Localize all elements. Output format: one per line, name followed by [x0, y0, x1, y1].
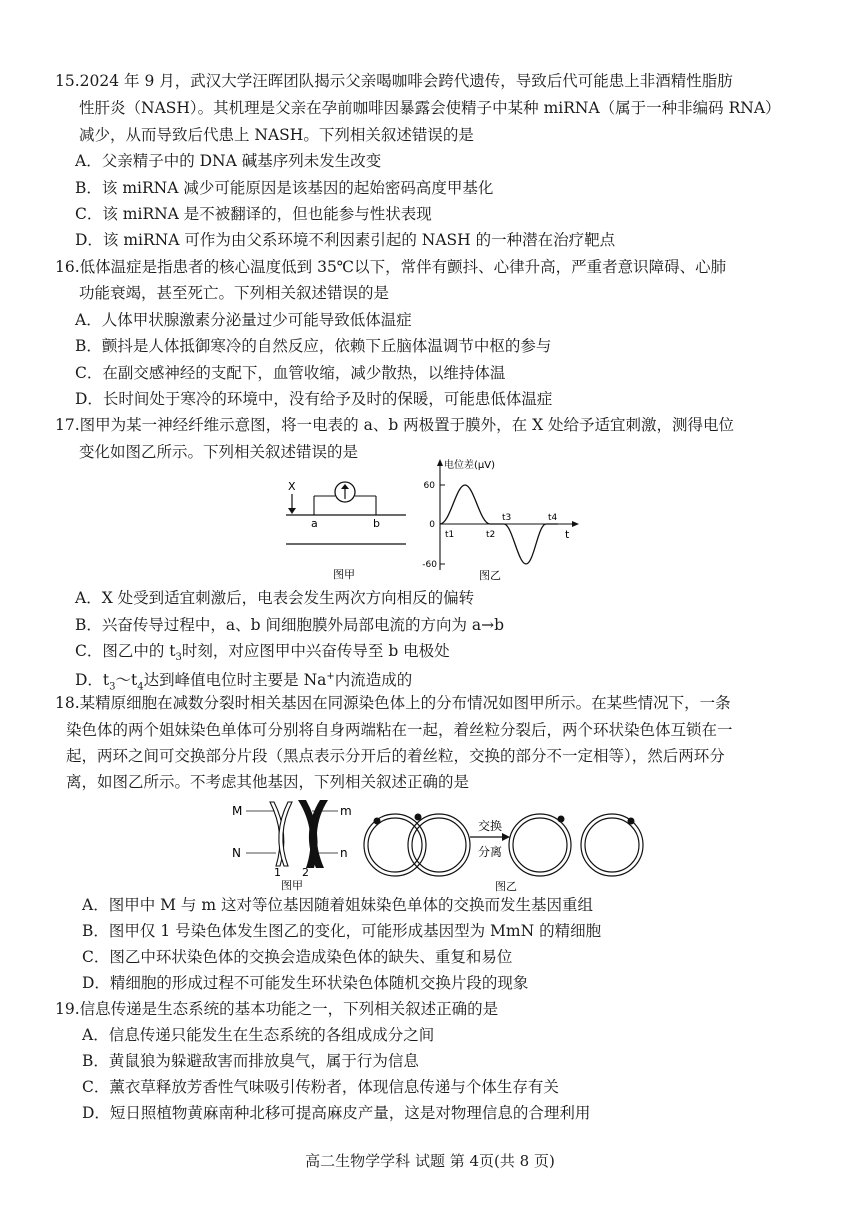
q18-stem-line1: 18.某精原细胞在减数分裂时相关基因在同源染色体上的分布情况如图甲所示。在某些情况下，一条 [55, 694, 731, 712]
q18-figure-ring-chromosomes [360, 800, 650, 892]
q17-figure-nerve-fiber [278, 472, 418, 582]
exchange-label: 交换 [477, 819, 503, 833]
figure-caption-right: 图乙 [495, 880, 517, 892]
separated-ring-1-inner [513, 818, 567, 872]
figure-caption-left: 图甲 [333, 568, 355, 581]
centromere-dot [628, 818, 635, 825]
q19-option-c: C．薰衣草释放芳香性气味吸引传粉者，体现信息传递与个体生存有关 [82, 1078, 559, 1096]
q19-stem-line1: 19.信息传递是生态系统的基本功能之一，下列相关叙述正确的是 [55, 1000, 499, 1018]
q15-option-a: A．父亲精子中的 DNA 碱基序列未发生改变 [75, 152, 382, 170]
gene-N-label: N [232, 846, 241, 860]
q15-option-d: D．该 miRNA 可作为由父系环境不利因素引起的 NASH 的一种潜在治疗靶点 [75, 231, 616, 249]
y-tick-neg60: -60 [422, 560, 437, 570]
q19-option-b: B．黄鼠狼为躲避敌害而排放臭气，属于行为信息 [82, 1052, 419, 1070]
q16-option-b: B．颤抖是人体抵御寒冷的自然反应，依赖下丘脑体温调节中枢的参与 [75, 337, 552, 355]
separate-label: 分离 [477, 845, 503, 859]
q16-option-c: C．在副交感神经的支配下，血管收缩，减少散热，以维持体温 [75, 364, 506, 382]
q18-option-a: A．图甲中 M 与 m 这对等位基因随着姐妹染色单体的交换而发生基因重组 [82, 896, 593, 914]
q17-stem-line1: 17.图甲为某一神经纤维示意图，将一电表的 a、b 两极置于膜外，在 X 处给予适宜刺激，测得电位 [55, 416, 735, 434]
y-axis-label: 电位差(μV) [444, 460, 496, 471]
chromosome-1-label: 1 [274, 866, 281, 879]
q18-stem-line2: 染色体的两个姐妹染色单体可分别将自身两端粘在一起，着丝粒分裂后，两个环状染色体互锁在一 [66, 721, 733, 739]
q17-option-d: D．$t_3\sim t_4$达到峰值电位时主要是 Na+内流造成的 [75, 671, 413, 693]
page-footer: 高二生物学学科 试题 第 4页(共 8 页) [305, 1152, 555, 1170]
q15-option-c: C．该 miRNA 是不被翻译的，但也能参与性状表现 [75, 205, 432, 223]
arrow-right-icon [502, 833, 510, 841]
centromere-dot [374, 818, 381, 825]
x-axis-label: t [565, 528, 570, 541]
q17-figure-potential-graph [418, 452, 588, 582]
ring-chromosome-2-outer [408, 814, 470, 876]
figure-caption-right: 图乙 [479, 569, 501, 582]
q17-option-a: A．X 处受到适宜刺激后，电表会发生两次方向相反的偏转 [75, 589, 475, 607]
q17-option-c: C．图乙中的 $t_3$时刻，对应图甲中兴奋传导至 b 电极处 [75, 642, 450, 664]
figure-caption-left: 图甲 [281, 879, 303, 891]
q18-stem-line4: 离，如图乙所示。不考虑其他基因，下列相关叙述正确的是 [66, 773, 470, 791]
stimulus-arrowhead [288, 508, 296, 514]
y-tick-0: 0 [429, 520, 435, 530]
gene-M-label: M [232, 804, 243, 818]
chromosome-2-label: 2 [302, 866, 309, 879]
y-tick-60: 60 [423, 481, 435, 491]
q15-stem-line2: 性肝炎（NASH）。其机理是父亲在孕前咖啡因暴露会使精子中某种 miRNA（属于一种非编码 RNA） [79, 99, 781, 117]
electrode-a-label: a [311, 517, 318, 530]
chromosome-1-chromatid-b [279, 802, 292, 866]
separated-ring-2-inner [585, 818, 639, 872]
tick-t1: t1 [445, 530, 455, 540]
q17-stem-line2: 变化如图乙所示。下列相关叙述错误的是 [79, 443, 359, 461]
ring-chromosome-2-inner [412, 818, 466, 872]
tick-t4: t4 [548, 513, 558, 523]
q18-figure-chromosomes [228, 796, 368, 891]
electrode-b-label: b [373, 517, 380, 530]
q15-stem-line3: 减少，从而导致后代患上 NASH。下列相关叙述错误的是 [79, 126, 474, 144]
q18-option-b: B．图甲仅 1 号染色体发生图乙的变化，可能形成基因型为 MmN 的精细胞 [82, 922, 602, 940]
q16-option-a: A．人体甲状腺激素分泌量过少可能导致低体温症 [75, 311, 412, 329]
separated-ring-2-outer [581, 814, 643, 876]
q17-option-b: B．兴奋传导过程中，a、b 间细胞膜外局部电流的方向为 a→b [75, 616, 505, 634]
q19-option-a: A．信息传递只能发生在生态系统的各组成成分之间 [82, 1026, 435, 1044]
centromere-dot [415, 814, 422, 821]
gene-n-label: n [340, 846, 348, 860]
centromere-dot [558, 816, 565, 823]
q15-option-b: B．该 miRNA 减少可能原因是该基因的起始密码高度甲基化 [75, 179, 494, 197]
separated-ring-1-outer [509, 814, 571, 876]
q15-stem-line1: 15.2024 年 9 月，武汉大学汪晖团队揭示父亲喝咖啡会跨代遗传，导致后代可能患上非酒精性脂肪 [55, 72, 733, 90]
tick-t3: t3 [502, 513, 512, 523]
q19-option-d: D．短日照植物黄麻南种北移可提高麻皮产量，这是对物理信息的合理利用 [82, 1104, 591, 1122]
q16-stem-line2: 功能衰竭，甚至死亡。下列相关叙述错误的是 [79, 284, 390, 302]
gene-m-label: m [340, 804, 352, 818]
stimulus-x-label: X [288, 480, 296, 493]
q16-option-d: D．长时间处于寒冷的环境中，没有给予及时的保暖，可能患低体温症 [75, 390, 553, 408]
q16-stem-line1: 16.低体温症是指患者的核心温度低到 35℃以下，常伴有颤抖、心律升高，严重者意识障碍、心肺 [55, 258, 727, 276]
q18-option-d: D．精细胞的形成过程不可能发生环状染色体随机交换片段的现象 [82, 974, 529, 992]
q18-option-c: C．图乙中环状染色体的交换会造成染色体的缺失、重复和易位 [82, 948, 513, 966]
tick-t2: t2 [486, 530, 496, 540]
q18-stem-line3: 起，两环之间可交换部分片段（黑点表示分开后的着丝粒，交换的部分不一定相等），然后两环分 [66, 747, 725, 765]
